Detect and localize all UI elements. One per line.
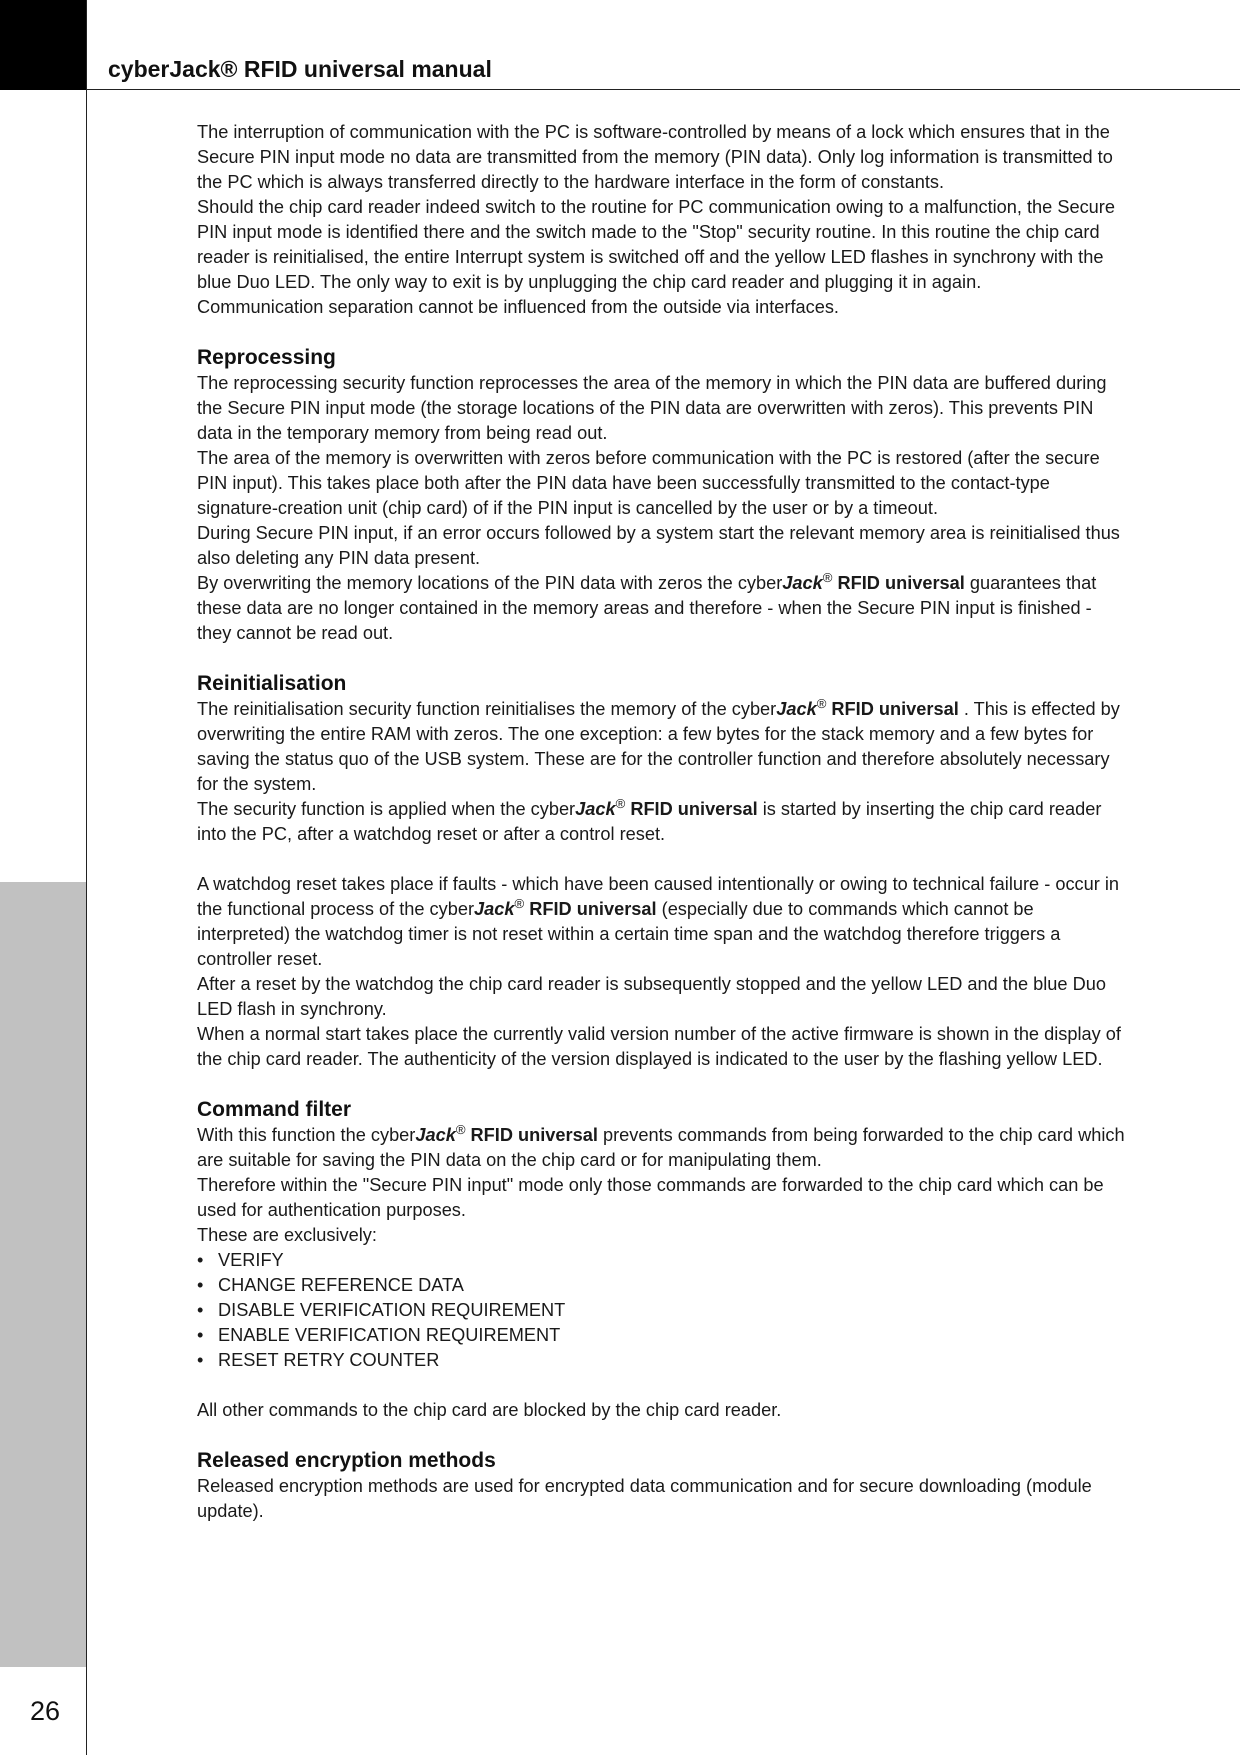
list-item: • DISABLE VERIFICATION REQUIREMENT: [197, 1298, 1129, 1323]
text-run: (especially due to commands which cannot be interpreted) the watchdog timer is not reset within a certain time span and the watchdog therefore triggers a controller reset.: [197, 899, 1061, 969]
text-run: The reinitialisation security function reinitialises the memory of the: [197, 699, 732, 719]
side-divider: [86, 0, 87, 1755]
brand-name: cyberJack® RFID universal: [429, 895, 657, 919]
page-body: [197, 120, 1129, 1524]
command-list: [197, 1248, 1129, 1373]
running-header: cyberJack® RFID universal manual: [108, 56, 492, 82]
command-filter-paragraph-1: [197, 1123, 1129, 1173]
heading-released-encryption: Released encryption methods: [197, 1449, 496, 1472]
released-encryption-paragraph-1: Released encryption methods are used for encrypted data communication and for secure downloading (module update).: [197, 1476, 1092, 1521]
reinitialisation-paragraph-2: [197, 797, 1129, 847]
reprocessing-paragraph-3: During Secure PIN input, if an error occurs followed by a system start the relevant memory area is reinitialised thus also deleting any PIN data present.: [197, 523, 1120, 568]
text-run: With this function the: [197, 1125, 371, 1145]
heading-reinitialisation: Reinitialisation: [197, 672, 347, 695]
command-filter-paragraph-4: All other commands to the chip card are blocked by the chip card reader.: [197, 1400, 782, 1420]
reinitialisation-paragraph-1: [197, 697, 1129, 797]
heading-command-filter: Command filter: [197, 1098, 352, 1121]
brand-name: cyberJack® RFID universal: [737, 569, 965, 593]
side-tab-black: [0, 0, 87, 90]
command-filter-paragraph-2: Therefore within the "Secure PIN input" mode only those commands are forwarded to the chip card which can be used for authentication purposes.: [197, 1175, 1104, 1220]
text-run: is started by inserting the chip card reader into the PC, after a watchdog reset or after a control reset.: [197, 799, 1102, 844]
text-run: prevents commands from being forwarded to the chip card which are suitable for saving the PIN data on the chip card or for manipulating them.: [197, 1125, 1125, 1170]
reprocessing-paragraph-2: The area of the memory is overwritten with zeros before communication with the PC is restored (after the secure PIN input). This takes place both after the PIN data have been successfully transmitted to the contact-type signature-creation unit (chip card) of if the PIN input is cancelled by the user or by a timeout.: [197, 448, 1100, 518]
command-filter-paragraph-3: These are exclusively:: [197, 1225, 377, 1245]
text-run: A watchdog reset takes place if faults - which have been caused intentionally or owing to technical failure - occur in the functional process of the: [197, 874, 1120, 919]
intro-paragraph-3: Communication separation cannot be influenced from the outside via interfaces.: [197, 297, 839, 317]
header-rule: [87, 89, 1240, 90]
heading-reprocessing: Reprocessing: [197, 346, 336, 369]
reprocessing-paragraph-1: The reprocessing security function reprocesses the area of the memory in which the PIN data are buffered during the Secure PIN input mode (the storage locations of the PIN data are overwritten with zeros). This prevents PIN data in the temporary memory from being read out.: [197, 373, 1107, 443]
intro-paragraph-2: Should the chip card reader indeed switch to the routine for PC communication owing to a malfunction, the Secure PIN input mode is identified there and the switch made to the "Stop" security routine. In this routine the chip card reader is reinitialised, the entire Interrupt system is switched off and the yellow LED flashes in synchrony with the blue Duo LED. The only way to exit is by unplugging the chip card reader and plugging it in again.: [197, 197, 1115, 292]
text-run: The security function is applied when the: [197, 799, 531, 819]
brand-name: cyberJack® RFID universal: [731, 695, 959, 719]
reinitialisation-paragraph-5: When a normal start takes place the currently valid version number of the active firmware is shown in the display of the chip card reader. The authenticity of the version displayed is indicated to the user by the flashing yellow LED.: [197, 1024, 1121, 1069]
text-run: By overwriting the memory locations of the PIN data with zeros the: [197, 573, 738, 593]
reinitialisation-paragraph-4: After a reset by the watchdog the chip card reader is subsequently stopped and the yellow LED and the blue Duo LED flash in synchrony.: [197, 974, 1106, 1019]
list-item: • RESET RETRY COUNTER: [197, 1348, 1129, 1373]
list-item: • VERIFY: [197, 1248, 1129, 1273]
list-item: • ENABLE VERIFICATION REQUIREMENT: [197, 1323, 1129, 1348]
text-run: . This is effected by overwriting the entire RAM with zeros. The one exception: a few bytes for the stack memory and a few bytes for saving the status quo of the USB system. These are for the controller function and therefore absolutely necessary for the system.: [197, 699, 1120, 794]
intro-paragraph-1: The interruption of communication with the PC is software-controlled by means of a lock which ensures that in the Secure PIN input mode no data are transmitted from the memory (PIN data). Only log information is transmitted to the PC which is always transferred directly to the hardware interface in the form of constants.: [197, 122, 1113, 192]
brand-name: cyberJack® RFID universal: [370, 1121, 598, 1145]
list-item: • CHANGE REFERENCE DATA: [197, 1273, 1129, 1298]
reinitialisation-paragraph-3: [197, 872, 1129, 972]
side-tab-gray: [0, 882, 87, 1667]
brand-name: cyberJack® RFID universal: [530, 795, 758, 819]
reprocessing-paragraph-4: [197, 571, 1129, 646]
page-number: 26: [30, 1696, 61, 1726]
text-run: guarantees that these data are no longer contained in the memory areas and therefore - when the Secure PIN input is finished - they cannot be read out.: [197, 573, 1097, 643]
